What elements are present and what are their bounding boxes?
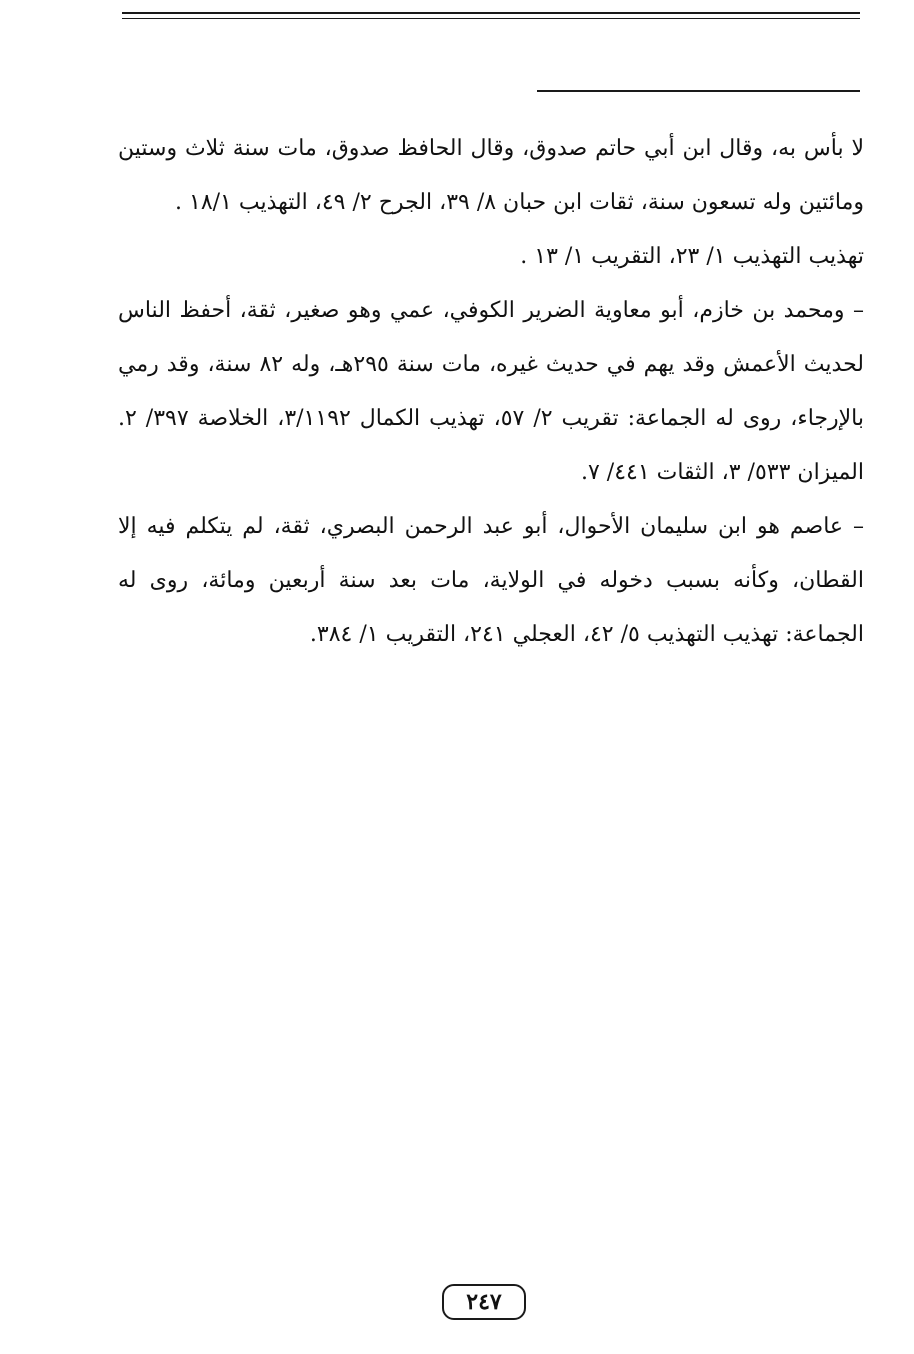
footnotes-block bbox=[118, 122, 864, 662]
top-rule-upper bbox=[122, 12, 860, 14]
footnote-continuation: لا بأس به، وقال ابن أبي حاتم صدوق، وقال الحافظ صدوق، مات سنة ثلاث وستين ومائتين وله تسعون سنة، ثقات ابن حبان ٨/ ٣٩، الجرح ٢/ ٤٩، التهذيب ١٨/١ . bbox=[118, 136, 864, 215]
top-rule-lower bbox=[122, 18, 860, 19]
footnote-separator-rule bbox=[537, 90, 860, 92]
footnote-entry: – ومحمد بن خازم، أبو معاوية الضرير الكوفي، عمي وهو صغير، ثقة، أحفظ الناس لحديث الأعمش وقد يهم في حديث غيره، مات سنة ٢٩٥هـ، وله ٨٢ سنة، وقد رمي بالإرجاء، روى له الجماعة: تقريب ٢/ ٥٧، تهذيب الكمال ٣/١١٩٢، الخلاصة ٣٩٧/ ٢. الميزان ٥٣٣/ ٣، الثقات ٤٤١/ ٧. bbox=[118, 298, 865, 485]
footnote-entry: تهذيب التهذيب ١/ ٢٣، التقريب ١/ ١٣ . bbox=[520, 244, 864, 269]
footnote-entry: – عاصم هو ابن سليمان الأحوال، أبو عبد الرحمن البصري، ثقة، لم يتكلم فيه إلا القطان، وكأنه بسبب دخوله في الولاية، مات بعد سنة أربعين ومائة، روى له الجماعة: تهذيب التهذيب ٥/ ٤٢، العجلي ٢٤١، التقريب ١/ ٣٨٤. bbox=[118, 514, 864, 647]
page-number: ٢٤٧ bbox=[442, 1284, 526, 1320]
